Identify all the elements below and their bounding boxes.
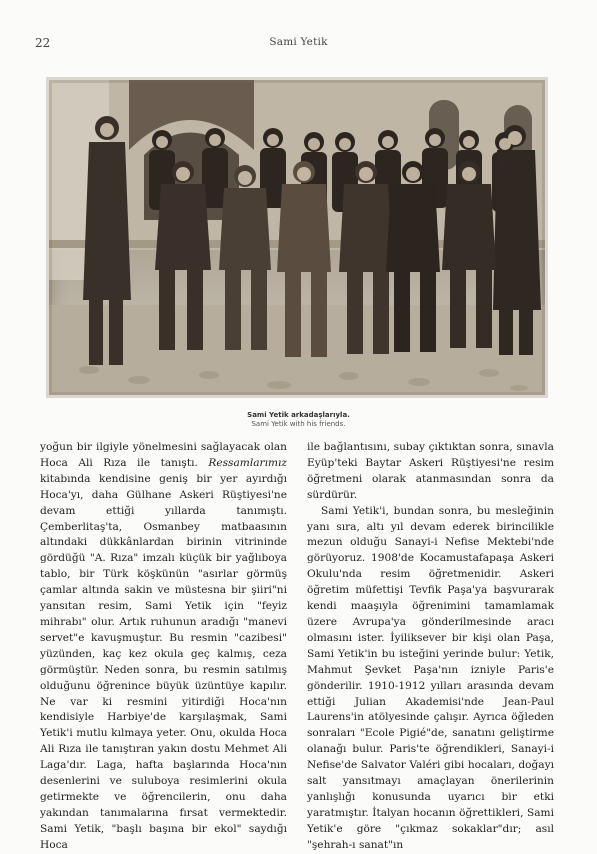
- text-column-left: [40, 440, 287, 851]
- photo-caption: [0, 411, 597, 429]
- paragraph-text: yoğun bir ilgiyle yönelmesini sağlayacak olan Hoca Ali Rıza ile tanıştı.: [40, 441, 287, 469]
- paragraph-text: kitabında kendisine geniş bir yer ayırdığı Hoca'yı, daha Gülhane Askeri Rüştiyesi'ne devam ettiği yıllarda tanımıştı. Çemberlitaş'ta, Osmanbey matbaasının altındaki dükkânlardan birinin vitrininde gördüğü "A. Rıza" imzalı küçük bir yağlıboya tablo, bir Türk köşkünün "asırlar görmüş çamlar altında sakin ve müstesna bir şiiri"ni yansıtan resim, Sami Yetik için "feyiz mihrabı" olur. Artık ruhunun aradığı "manevi servet"e kavuşmuştur. Bu resmin "cazibesi" yüzünden, kaç kez okula geç kalmış, ceza görmüştür. Neden sonra, bu resmin satılmış olduğunu öğrenince büyük üzüntüye kapılır. Ne var ki resmini yitirdiği Hoca'nın kendisiyle Harbiye'de karşılaşmak, Sami Yetik'i mutlu kılmaya yeter. Onu, okulda Hoca Ali Rıza ile tanıştıran yakın dostu Mehmet Ali Laga'dır. Laga, hafta başlarında Hoca'nın desenlerini ve suluboya resimlerini okula getirmekte ve öğrencilerin, onu daha yakından tanımalarına fırsat vermektedir. Sami Yetik, "başlı başına bir ekol" saydığı Hoca: [40, 472, 287, 851]
- photograph-image: [49, 80, 545, 395]
- paragraph: ile bağlantısını, subay çıktıktan sonra, sınavla Eyüp'teki Baytar Askeri Rüştiyesi'ne resim öğretmeni olarak atanmasından sonra da sürdürür.: [307, 441, 554, 501]
- paragraph: Sami Yetik'i, bundan sonra, bu mesleğinin yanı sıra, altı yıl devam ederek birincilikle mezun olduğu Sanayi-i Nefise Mektebi'nde görüyoruz. 1908'de Kocamustafapaşa Askeri Okulu'nda resim öğretmenidir. Askeri öğretim müfettişi Tevfik Paşa'ya başvurarak kendi maaşıyla öğrenimini tamamlamak üzere Avrupa'ya gönderilmesinde aracı olmasını ister. İyiliksever bir kişi olan Paşa, Sami Yetik'in bu isteğini yerinde bulur: Yetik, Mahmut Şevket Paşa'nın izniyle Paris'e gönderilir. 1910-1912 yılları arasında devam ettiği Julian Akademisi'nde Jean-Paul Laurens'in atölyesinde çalışır. Ayrıca öğleden sonraları "Ecole Pigié"de, sanatını geliştirme olanağı bulur. Paris'te öğrendikleri, Sanayi-i Nefise'de Salvator Valéri gibi hocaları, doğayı salt yansıtmayı amaçlayan önerilerinin yanlışlığı konusunda uyarıcı bir etki yaratmıştır. İtalyan hocanın öğrettikleri, Sami Yetik'e göre "çıkmaz sokaklar"dır; asıl "şehrah-ı sanat"ın: [307, 504, 554, 851]
- text-column-right: [307, 440, 554, 851]
- running-header: Sami Yetik: [269, 36, 328, 48]
- group-photograph: [49, 80, 545, 395]
- caption-english: Sami Yetik with his friends.: [251, 420, 346, 428]
- page-number: 22: [35, 36, 51, 50]
- paragraph: [40, 440, 287, 854]
- book-title: Ressamlarımız: [208, 456, 287, 469]
- caption-turkish: Sami Yetik arkadaşlarıyla.: [247, 411, 350, 419]
